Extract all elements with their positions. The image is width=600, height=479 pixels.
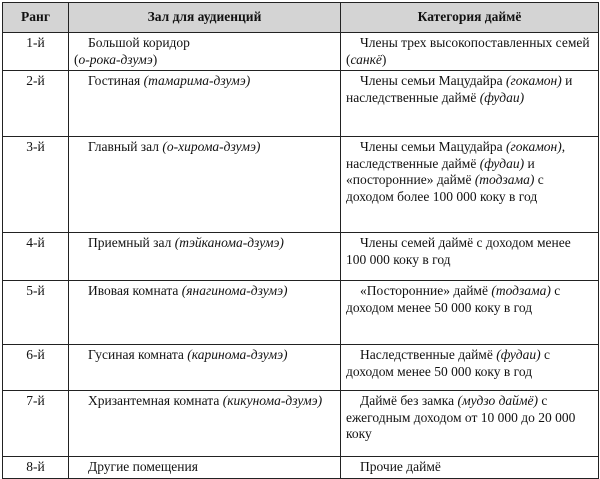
category-cell — [341, 391, 599, 457]
table-row — [3, 391, 599, 457]
table-row — [3, 345, 599, 391]
hall-text: Другие помещения — [88, 459, 198, 474]
category-text: Члены семьи Мацудайра — [360, 73, 506, 88]
hall-text: ( — [74, 51, 79, 67]
category-text: (фудаи) — [479, 89, 525, 105]
rank-cell: 8-й — [3, 457, 69, 479]
header-row — [3, 3, 599, 33]
category-text: и наследственные даймё — [346, 73, 573, 105]
hall-text: (о-хирома-дзумэ) — [162, 139, 261, 154]
hall-text: Большой коридор — [88, 35, 190, 50]
hall-text: Хризантемная комната — [88, 393, 223, 408]
category-text: Даймё без замка — [360, 393, 458, 408]
rank-cell: 6-й — [3, 345, 69, 391]
category-text: Члены семьи Мацудайра — [360, 139, 506, 154]
header-hall: Зал для аудиенций — [69, 3, 341, 33]
rank-cell: 4-й — [3, 233, 69, 281]
category-text: санкё — [350, 51, 382, 67]
rank-cell: 5-й — [3, 281, 69, 345]
hall-text: о-рока-дзумэ — [78, 51, 153, 67]
hall-text: (янагинома-дзумэ) — [181, 283, 288, 298]
category-text: «Посторонние» даймё — [360, 283, 492, 298]
audience-halls-table — [2, 2, 599, 479]
category-cell — [341, 233, 599, 281]
category-text: ) — [381, 51, 387, 67]
table-row — [3, 457, 599, 479]
hall-text: (кикунома-дзумэ) — [222, 393, 323, 408]
table-row — [3, 233, 599, 281]
category-text: Члены семей даймё с доходом менее 100 000 коку в год — [346, 235, 571, 267]
category-text: с ежегодным доходом от 10 000 до 20 000 коку — [346, 393, 576, 441]
hall-cell — [69, 71, 341, 137]
category-text: и «посторонние» даймё — [346, 155, 535, 187]
hall-cell — [69, 457, 341, 479]
category-text: Прочие даймё — [360, 459, 441, 474]
header-category: Категория даймё — [341, 3, 599, 33]
category-text: , наследственные даймё — [346, 139, 566, 171]
table-row — [3, 137, 599, 233]
table-row — [3, 33, 599, 71]
hall-text: (тэйканома-дзумэ) — [174, 235, 284, 250]
category-text: с доходом менее 50 000 коку в год — [346, 283, 561, 315]
hall-text: (тамарима-дзумэ) — [143, 73, 251, 88]
hall-cell — [69, 345, 341, 391]
category-text: (фудаи) — [496, 347, 541, 362]
category-cell — [341, 345, 599, 391]
hall-text: Гусиная комната — [88, 347, 188, 362]
hall-text: Ивовая комната — [88, 283, 182, 298]
hall-cell — [69, 233, 341, 281]
hall-cell — [69, 281, 341, 345]
category-text: с доходом менее 50 000 коку в год — [346, 347, 551, 379]
rank-cell: 3-й — [3, 137, 69, 233]
hall-text: Приемный зал — [88, 235, 175, 250]
category-cell — [341, 457, 599, 479]
header-rank: Ранг — [3, 3, 69, 33]
category-cell — [341, 33, 599, 71]
hall-cell — [69, 33, 341, 71]
hall-text: Главный зал — [88, 139, 163, 154]
category-text: Члены трех высокопоставленных семей ( — [346, 35, 590, 67]
category-text: (тодзама) — [474, 172, 535, 187]
rank-cell: 7-й — [3, 391, 69, 457]
category-text: (фудаи) — [479, 155, 525, 171]
hall-cell — [69, 391, 341, 457]
hall-cell — [69, 137, 341, 233]
table-row — [3, 281, 599, 345]
hall-text: ) — [152, 51, 158, 67]
category-text: (тодзама) — [491, 283, 551, 298]
category-text: (мудзо даймё) — [457, 393, 539, 408]
category-cell — [341, 137, 599, 233]
rank-cell: 1-й — [3, 33, 69, 71]
category-cell — [341, 71, 599, 137]
category-text: с доходом более 100 000 коку в год — [346, 172, 544, 204]
category-text: (гокамон) — [505, 73, 562, 88]
table-row — [3, 71, 599, 137]
hall-text: Гостиная — [88, 73, 144, 88]
category-cell — [341, 281, 599, 345]
category-text: (гокамон) — [505, 139, 562, 154]
category-text: Наследственные даймё — [360, 347, 497, 362]
hall-text: (каринома-дзумэ) — [187, 347, 288, 362]
rank-cell: 2-й — [3, 71, 69, 137]
